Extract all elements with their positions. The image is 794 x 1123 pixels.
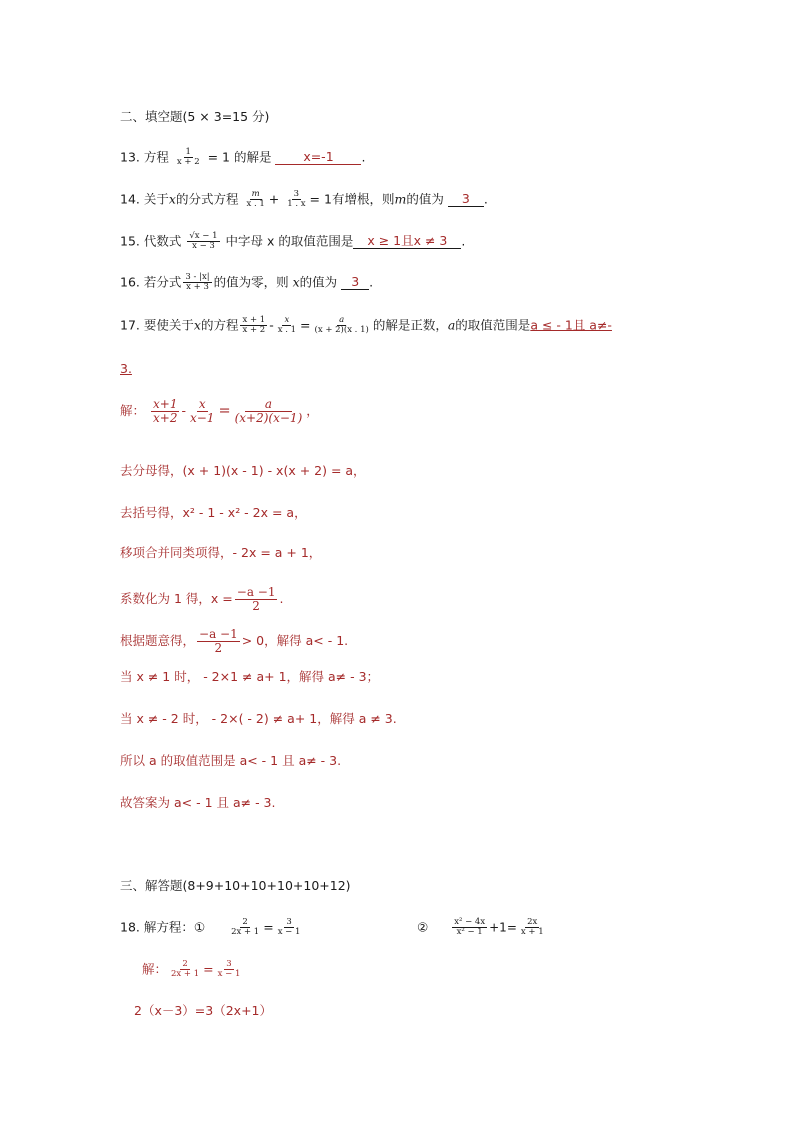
question-16 (120, 273, 373, 293)
step4-end: . (279, 591, 284, 607)
q18-p1-den2: x − 1 (277, 927, 301, 938)
q17-text2: 的方程 (200, 317, 239, 333)
solution-step-8: 所以 a 的取值范围是 a< - 1 且 a≠ - 3. (120, 753, 342, 768)
q18-sol-den2: x − 1 (217, 969, 241, 980)
q18-p1-num2: 3 (286, 917, 292, 927)
q17-text1: 要使关于 (143, 317, 194, 333)
question-13 (120, 148, 365, 168)
step5-label: 根据题意得， (120, 633, 196, 649)
q16-end: . (369, 274, 374, 290)
q17-fraction-1 (240, 316, 267, 336)
q14-text1: 关于 (143, 191, 169, 207)
q15-frac-num: √x − 1 (189, 231, 218, 241)
q18-p2-den: x² − 1 (456, 927, 483, 938)
sol-eq-fraction-3 (233, 398, 305, 425)
sol-eq-f2-num: x (198, 397, 206, 411)
solution-step-6: 当 x ≠ 1 时， - 2×1 ≠ a+ 1，解得 a≠ - 3； (120, 669, 380, 684)
q17-answer-1: a ≤ - 1且 a≠- (530, 317, 612, 333)
q14-f2-den: 1 . x (287, 199, 306, 210)
solution-step-7: 当 x ≠ - 2 时， - 2×( - 2) ≠ a+ 1，解得 a ≠ 3. (120, 711, 397, 726)
q18-sol-fraction-1 (169, 960, 201, 980)
question-15 (120, 232, 465, 252)
q17-f3-num: a (339, 315, 345, 325)
q13-frac-num: 1 (185, 147, 191, 157)
q14-fraction-1 (244, 190, 266, 210)
q17-eq: = (300, 317, 311, 333)
q16-text1: 若分式 (143, 274, 182, 290)
q16-fraction (183, 273, 211, 293)
q14-end: . (483, 191, 488, 207)
q16-frac-den: x + 3 (186, 282, 209, 293)
q13-answer: x=-1 (275, 150, 361, 165)
q17-fraction-3 (313, 316, 371, 336)
q18-p2-num2: 2x (527, 917, 538, 927)
q14-text3: 有增根，则 (331, 191, 395, 207)
q17-f3-den: (x + 2)(x . 1) (314, 325, 369, 336)
q14-var-x: x (168, 191, 176, 207)
q13-frac-den: x + 2 (176, 157, 200, 168)
q18-p1-fraction-2 (276, 918, 303, 938)
q15-frac-den: x − 3 (192, 241, 215, 252)
q14-text4: 的值为 (406, 191, 444, 207)
q15-text1: 代数式 (143, 233, 182, 249)
q18-p2-fraction-1 (452, 918, 487, 938)
q13-end: . (361, 149, 366, 165)
sol-eq-minus: - (181, 403, 186, 419)
q16-text3: 的值为 (299, 274, 338, 290)
step4-x: x = (210, 591, 233, 607)
step5-fraction (197, 628, 240, 655)
q17-var-x: x (193, 317, 201, 333)
q17-text4: 的取值范围是 (455, 317, 531, 333)
step4-den: 2 (252, 599, 260, 614)
q18-p1-eq: = (263, 919, 274, 935)
step5-num: −a −1 (199, 627, 238, 641)
sol-eq-f3-den: (x+2)(x−1) (234, 411, 303, 426)
question-14 (120, 190, 488, 210)
q14-var-m: m (394, 191, 407, 207)
sol-eq-eq: = (218, 403, 231, 420)
sol-eq-f2-den: x−1 (189, 411, 215, 426)
q17-text3: 的解是正数， (372, 317, 448, 333)
q16-number: 16. (120, 274, 140, 290)
solution-step-1 (120, 462, 366, 480)
q15-answer: x ≥ 1且x ≠ 3 (353, 234, 461, 249)
q18-sol-fraction-2 (216, 960, 243, 980)
q13-number: 13. (120, 149, 140, 165)
q17-minus: - (269, 317, 274, 333)
q15-text2: 中字母 x 的取值范围是 (225, 233, 354, 249)
q14-f1-num: m (251, 189, 260, 199)
q14-f2-num: 3 (293, 189, 300, 199)
q13-prefix: 方程 (143, 149, 169, 165)
q13-fraction (175, 148, 202, 168)
step1-expr: (x + 1)(x - 1) - x(x + 2) = a， (182, 463, 366, 478)
sol-eq-fraction-2 (188, 398, 216, 425)
q17-f1-num: x + 1 (242, 315, 266, 325)
q18-text: 解方程：① (143, 919, 206, 935)
q18-number: 18. (120, 919, 140, 935)
q14-eq: = 1 (309, 191, 332, 207)
q14-fraction-2 (285, 190, 307, 210)
q17-fraction-2 (276, 316, 298, 336)
solution-step-5 (120, 628, 348, 655)
q18-sol-num2: 3 (226, 959, 232, 969)
q17-f2-num: x (284, 315, 290, 325)
q17-f2-den: x . 1 (277, 325, 297, 336)
q14-answer: 3 (448, 192, 484, 207)
step4-label: 系数化为 1 得， (120, 591, 211, 607)
step3-label: 移项合并同类项得， (120, 545, 233, 560)
sol-eq-fraction-1 (151, 398, 179, 425)
q17-answer-2: 3. (120, 361, 132, 376)
q17-f1-den: x + 2 (242, 325, 266, 336)
q13-suffix: 的解是 (233, 149, 272, 165)
q15-number: 15. (120, 233, 140, 249)
step4-num: −a −1 (236, 585, 276, 599)
q18-sol-den: 2x + 1 (171, 969, 200, 980)
q14-number: 14. (120, 191, 140, 207)
q18-p2-fraction-2 (519, 918, 546, 938)
section2-title: 二、填空题(5 × 3=15 分) (120, 109, 270, 124)
q18-p1-den: 2x + 1 (231, 927, 260, 938)
q16-frac-num: 3 - |x| (185, 272, 210, 282)
step5-text: > 0，解得 a< - 1. (241, 633, 349, 649)
q18-sol-eq: = (203, 961, 214, 977)
q18-sol-num: 2 (182, 959, 188, 969)
solution-step-9: 故答案为 a< - 1 且 a≠ - 3. (120, 795, 276, 810)
question-17 (120, 316, 612, 336)
q18-p2-plus: +1= (489, 920, 517, 935)
q17-var-a: a (447, 317, 456, 333)
question-18-part-2 (417, 918, 548, 938)
step5-den: 2 (214, 641, 223, 656)
solution-equation (120, 398, 319, 425)
step3-expr: - 2x = a + 1， (232, 545, 322, 560)
q16-text2: 的值为零，则 (213, 274, 289, 290)
q18-p2-den2: x + 1 (520, 927, 544, 938)
q17-number: 17. (120, 317, 140, 333)
q18-solution (142, 960, 244, 980)
solution-label: 解： (120, 403, 146, 419)
q14-plus: + (268, 191, 280, 207)
solution-step-3 (120, 544, 321, 562)
q18-solution-line: 2（x－3）=3（2x+1） (134, 1003, 273, 1018)
q15-fraction (187, 232, 219, 252)
q13-eq: = 1 (207, 149, 230, 165)
q15-end: . (461, 233, 466, 249)
step4-fraction (235, 586, 278, 613)
q18-p1-num: 2 (242, 917, 248, 927)
sol-eq-f3-num: a (245, 398, 292, 412)
step1-label: 去分母得， (120, 463, 183, 478)
solution-step-2 (120, 504, 307, 522)
question-18 (120, 918, 304, 938)
q18-sol-label: 解： (142, 961, 168, 977)
q18-p2-num: x² − 4x (454, 917, 486, 927)
q14-text2: 的分式方程 (175, 191, 239, 207)
q16-var-x: x (292, 274, 300, 290)
solution-step-4 (120, 586, 283, 613)
q16-answer: 3 (341, 275, 369, 290)
sol-eq-comma: ， (306, 403, 319, 419)
section3-title: 三、解答题(8+9+10+10+10+10+12) (120, 878, 351, 893)
q18-circle-2: ② (417, 919, 429, 935)
q18-p1-fraction-1 (229, 918, 261, 938)
sol-eq-f1-num: x+1 (153, 397, 178, 411)
q14-f1-den: x . 1 (246, 199, 265, 210)
step2-expr: x² - 1 - x² - 2x = a， (182, 505, 307, 520)
step2-label: 去括号得， (120, 505, 183, 520)
sol-eq-f1-den: x+2 (153, 411, 178, 426)
